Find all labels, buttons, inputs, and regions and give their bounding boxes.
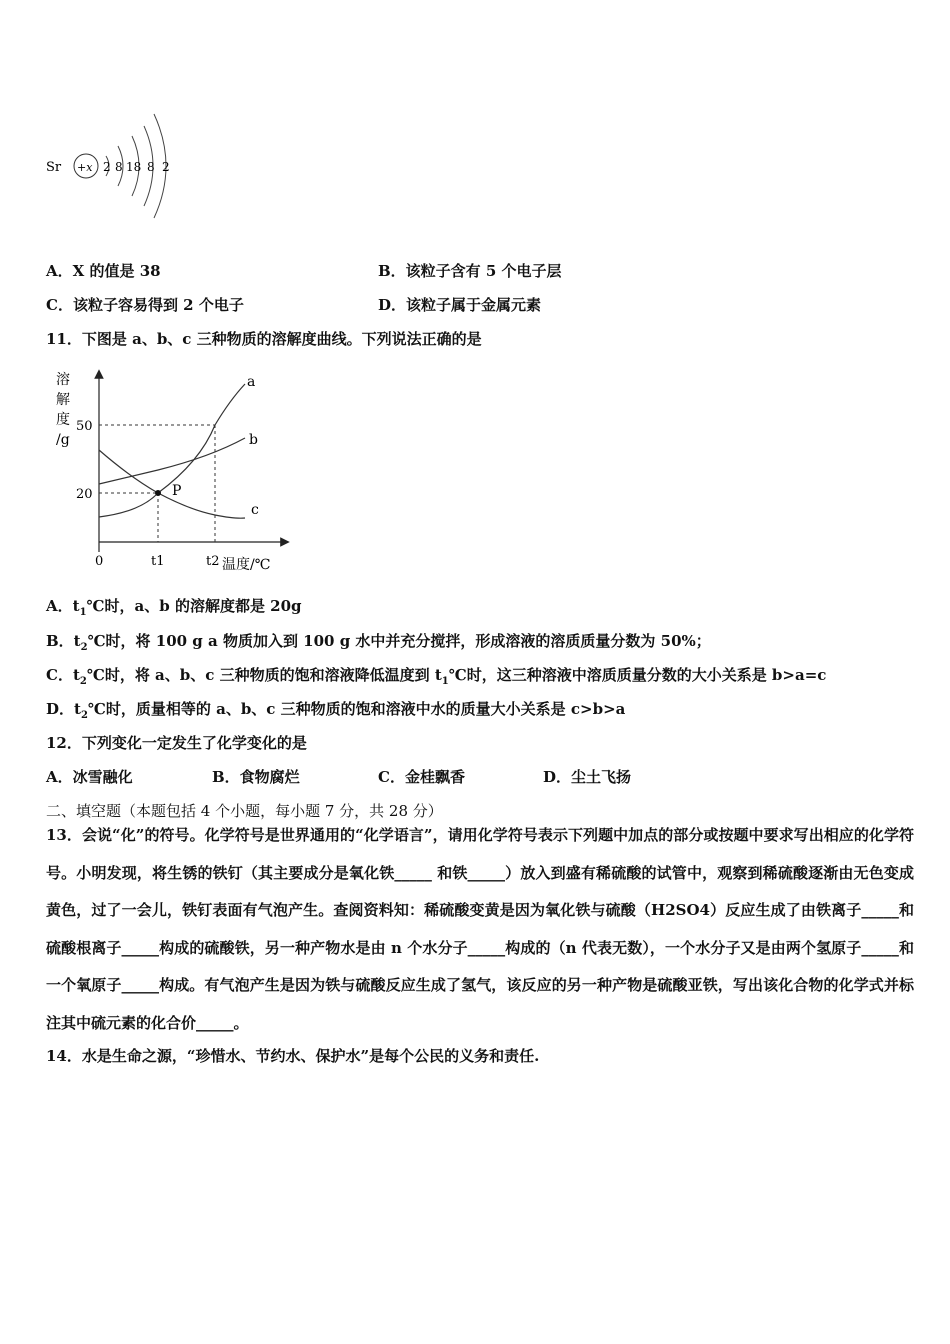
q11-option-c: C．$t_2℃$时，将 a、b、c 三种物质的饱和溶液降低温度到 $t_1℃$时，这三种溶液中溶质质量分数的大小关系是 b>a=c bbox=[46, 666, 827, 687]
q12-option-d: D．尘土飞扬 bbox=[543, 768, 632, 786]
q11-option-b: B．$t_2℃$时，将 100 g a 物质加入到 100 g 水中并充分搅拌，形成溶液的溶质质量分数为 50%； bbox=[46, 632, 711, 653]
shell-4-count: 8 bbox=[147, 160, 155, 174]
x-tick-0: 0 bbox=[95, 554, 104, 569]
section-2-header: 二、填空题（本题包括 4 个小题，每小题 7 分，共 28 分） bbox=[46, 802, 443, 820]
shell-1-count: 2 bbox=[103, 160, 111, 174]
series-label-a: a bbox=[247, 374, 256, 390]
q11-option-a: A．$t_1℃$时，a、b 的溶解度都是 20g bbox=[46, 597, 302, 618]
x-tick-t1: t1 bbox=[151, 554, 165, 569]
atom-structure-diagram bbox=[40, 100, 190, 230]
q11-stem: 11．下图是 a、b、c 三种物质的溶解度曲线。下列说法正确的是 bbox=[46, 330, 482, 348]
q12-stem: 12．下列变化一定发生了化学变化的是 bbox=[46, 734, 307, 752]
q12-option-a: A．冰雪融化 bbox=[46, 768, 133, 786]
q10-option-a: A．X 的值是 38 bbox=[46, 262, 161, 280]
y-label-1: 溶 bbox=[56, 372, 70, 388]
q12-option-c: C．金桂飘香 bbox=[378, 768, 465, 786]
y-tick-50: 50 bbox=[76, 419, 93, 434]
shell-5-count: 2 bbox=[162, 160, 170, 174]
series-label-c: c bbox=[251, 502, 259, 518]
y-label-4: /g bbox=[56, 432, 70, 448]
shell-3-count: 18 bbox=[126, 160, 142, 174]
q10-option-d: D．该粒子属于金属元素 bbox=[378, 296, 542, 314]
point-p bbox=[155, 490, 161, 496]
x-axis-label: 温度/℃ bbox=[222, 557, 271, 573]
y-tick-20: 20 bbox=[76, 487, 93, 502]
nucleus-charge: +x bbox=[77, 161, 93, 174]
shell-2-count: 8 bbox=[115, 160, 123, 174]
point-p-label: P bbox=[172, 483, 182, 499]
series-label-b: b bbox=[249, 432, 258, 448]
y-label-3: 度 bbox=[56, 412, 70, 428]
q10-option-c: C．该粒子容易得到 2 个电子 bbox=[46, 296, 244, 314]
curve-b bbox=[99, 438, 245, 484]
q12-option-b: B．食物腐烂 bbox=[212, 768, 300, 786]
q13-paragraph: 13．会说“化”的符号。化学符号是世界通用的“化学语言”，请用化学符号表示下列题中加点的部分或按题中要求写出相应的化学符号。小明发现，将生锈的铁钉（其主要成分是氧化铁_____ 和铁_____）放入到盛有稀硫酸的试管中，观察到稀硫酸逐渐由无色变成黄色，过了一会儿，铁钉表面有气泡产生。查阅资料知：稀硫酸变黄是因为氧化铁与硫酸（H2SO4）反应生成了由铁离子_____和硫酸根离子_____构成的硫酸铁，另一种产物水是由 n 个水分子_____构成的（n 代表无数），一个水分子又是由两个氢原子_____和一个氧原子_____构成。有气泡产生是因为铁与硫酸反应生成了氢气，该反应的另一种产物是硫酸亚铁，写出该化合物的化学式并标注其中硫元素的化合价_____。 bbox=[46, 826, 914, 1032]
solubility-chart bbox=[40, 362, 300, 580]
q11-option-d: D．$t_2℃$时，质量相等的 a、b、c 三种物质的饱和溶液中水的质量大小关系是 c>b>a bbox=[46, 700, 626, 721]
element-symbol: Sr bbox=[46, 160, 62, 175]
q10-option-b: B．该粒子含有 5 个电子层 bbox=[378, 262, 562, 280]
q14-stem: 14．水是生命之源，“珍惜水、节约水、保护水”是每个公民的义务和责任. bbox=[46, 1047, 540, 1065]
x-tick-t2: t2 bbox=[206, 554, 220, 569]
y-label-2: 解 bbox=[56, 392, 70, 408]
